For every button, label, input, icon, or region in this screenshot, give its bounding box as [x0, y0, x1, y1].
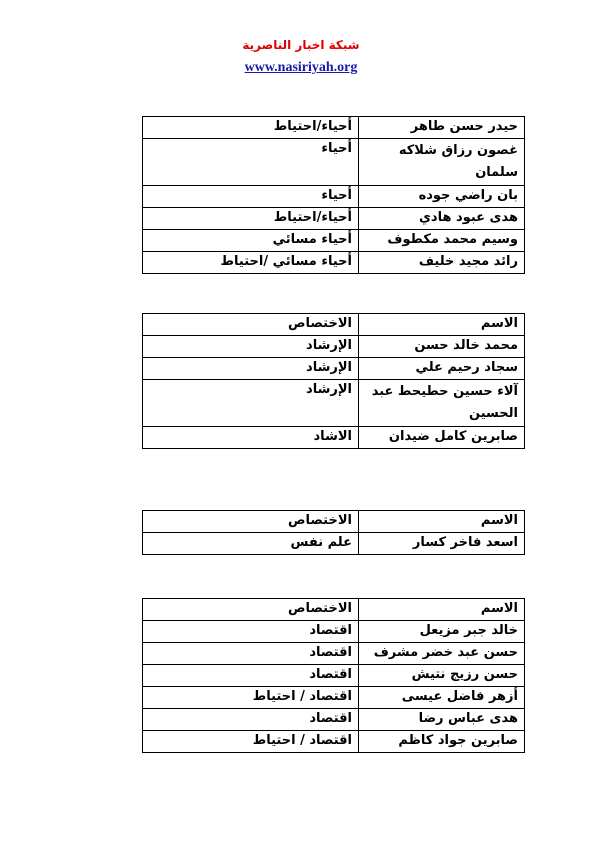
- column-header-specialization: الاختصاص: [143, 511, 359, 533]
- site-url-link[interactable]: www.nasiriyah.org: [244, 60, 358, 75]
- cell-name: محمد خالد حسن: [359, 336, 525, 358]
- cell-specialization: أحياء: [143, 139, 359, 186]
- table-row: [143, 709, 525, 731]
- cell-specialization: اقتصاد: [143, 621, 359, 643]
- cell-specialization: الاشاد: [143, 427, 359, 449]
- cell-name: آلاء حسين حطيحط عبد الحسين: [359, 380, 525, 427]
- cell-specialization: الإرشاد: [143, 380, 359, 427]
- cell-name: وسيم محمد مكطوف: [359, 230, 525, 252]
- table-psychology: [142, 510, 525, 555]
- cell-name: صابرين كامل ضيدان: [359, 427, 525, 449]
- table-header-row: [143, 599, 525, 621]
- column-header-name: الاسم: [359, 314, 525, 336]
- cell-name: أزهر فاضل عيسى: [359, 687, 525, 709]
- table-row: [143, 230, 525, 252]
- table-row: [143, 358, 525, 380]
- cell-name: حسن عبد خضر مشرف: [359, 643, 525, 665]
- column-header-name: الاسم: [359, 599, 525, 621]
- cell-specialization: اقتصاد: [143, 665, 359, 687]
- table-row: [143, 336, 525, 358]
- cell-name: حيدر حسن طاهر: [359, 117, 525, 139]
- table-row: [143, 208, 525, 230]
- cell-specialization: الإرشاد: [143, 336, 359, 358]
- table-row: [143, 427, 525, 449]
- site-name: شبكة اخبار الناصرية: [242, 38, 360, 52]
- cell-name: غصون رزاق شلاكه سلمان: [359, 139, 525, 186]
- table-economics: [142, 598, 525, 753]
- cell-name: سجاد رحيم علي: [359, 358, 525, 380]
- cell-name: صابرين جواد كاظم: [359, 731, 525, 753]
- cell-name: رائد مجيد خليف: [359, 252, 525, 274]
- table-row: [143, 533, 525, 555]
- cell-name: هدى عبود هادي: [359, 208, 525, 230]
- cell-name: هدى عباس رضا: [359, 709, 525, 731]
- table-header-row: [143, 511, 525, 533]
- cell-specialization: علم نفس: [143, 533, 359, 555]
- cell-name: بان راضي جوده: [359, 186, 525, 208]
- table-row: [143, 687, 525, 709]
- column-header-name: الاسم: [359, 511, 525, 533]
- table-row: [143, 380, 525, 427]
- column-header-specialization: الاختصاص: [143, 599, 359, 621]
- table-row: [143, 643, 525, 665]
- cell-specialization: اقتصاد: [143, 643, 359, 665]
- table-row: [143, 731, 525, 753]
- column-header-specialization: الاختصاص: [143, 314, 359, 336]
- cell-specialization: أحياء مسائي: [143, 230, 359, 252]
- table-row: [143, 621, 525, 643]
- table-row: [143, 117, 525, 139]
- table-row: [143, 665, 525, 687]
- cell-name: خالد جبر مزيعل: [359, 621, 525, 643]
- cell-specialization: أحياء/احتياط: [143, 117, 359, 139]
- cell-name: حسن رزيج نتيش: [359, 665, 525, 687]
- cell-specialization: أحياء مسائي /احتياط: [143, 252, 359, 274]
- table-counseling: [142, 313, 525, 449]
- table-row: [143, 139, 525, 186]
- cell-specialization: أحياء: [143, 186, 359, 208]
- cell-specialization: أحياء/احتياط: [143, 208, 359, 230]
- cell-specialization: الإرشاد: [143, 358, 359, 380]
- cell-specialization: اقتصاد / احتياط: [143, 687, 359, 709]
- table-header-row: [143, 314, 525, 336]
- table-row: [143, 252, 525, 274]
- table-biology-1: [142, 116, 525, 274]
- cell-specialization: اقتصاد / احتياط: [143, 731, 359, 753]
- site-url-line: [0, 60, 602, 76]
- cell-name: اسعد فاخر كسار: [359, 533, 525, 555]
- cell-specialization: اقتصاد: [143, 709, 359, 731]
- table-row: [143, 186, 525, 208]
